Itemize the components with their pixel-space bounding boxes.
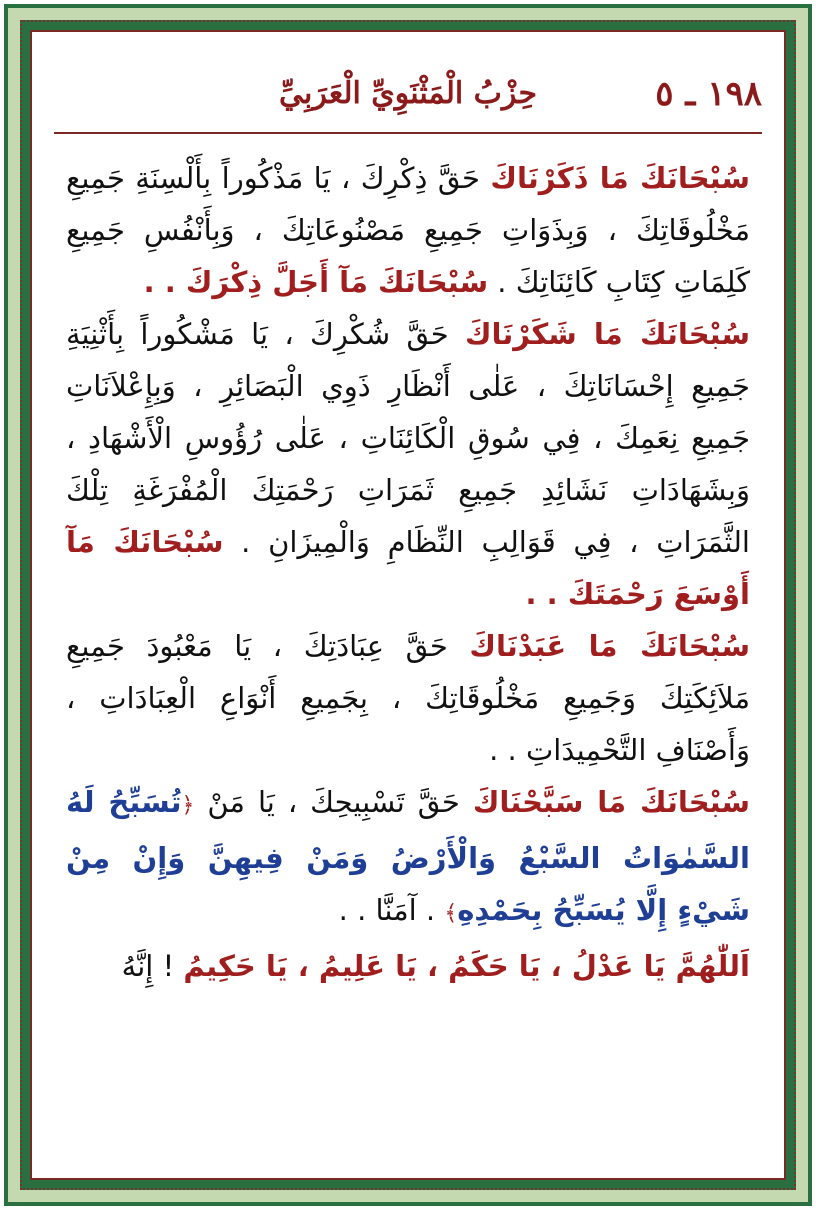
- paragraph-lead: سُبْحَانَكَ مَا سَبَّحْنَاكَ: [472, 785, 751, 819]
- paragraph-tail: سُبْحَانَكَ مَآ أَجَلَّ ذِكْرَكَ . .: [143, 265, 489, 299]
- paragraph-text: حَقَّ تَسْبِيحِكَ ، يَا مَنْ: [194, 785, 473, 819]
- paragraph-1: [66, 152, 750, 308]
- page: [30, 30, 786, 1180]
- paragraph-text: حَقَّ ذِكْرِكَ ، يَا مَذْكُوراً بِأَلْسِنَةِ جَمِيعِ مَخْلُوقَاتِكَ ، وَبِذَوَاتِ جَمِيعِ مَصْنُوعَاتِكَ ، وَبِأَنْفُسِ جَمِيعِ كَلِمَاتِ كِتَابِ كَائِنَاتِكَ .: [66, 161, 750, 299]
- paragraph-text: حَقَّ شُكْرِكَ ، يَا مَشْكُوراً بِأَثْنِيَةِ جَمِيعِ إِحْسَانَاتِكَ ، عَلٰى أَنْظَارِ ذَوِي الْبَصَائِرِ ، وَبِإِعْلاَنَاتِ جَمِيعِ نِعَمِكَ ، فِي سُوقِ الْكَائِنَاتِ ، عَلٰى رُؤُوسِ الْأَشْهَادِ ، وَبِشَهَادَاتِ نَشَائِدِ جَمِيعِ ثَمَرَاتِ رَحْمَتِكَ الْمُفْرَغَةِ تِلْكَ الثَّمَرَاتِ ، فِي قَوَالِبِ النِّظَامِ وَالْمِيزَانِ .: [66, 317, 750, 559]
- paragraph-tail: سُبْحَانَكَ مَآ أَوْسَعَ رَحْمَتَكَ . .: [66, 525, 750, 611]
- page-number: ١٩٨ ـ ٥: [655, 74, 762, 114]
- paragraph-3: [66, 620, 750, 776]
- paragraph-lead: سُبْحَانَكَ مَا شَكَرْنَاكَ: [464, 317, 750, 351]
- paragraph-text: حَقَّ عِبَادَتِكَ ، يَا مَعْبُودَ جَمِيعِ مَلاَئِكَتِكَ وَجَمِيعِ مَخْلُوقَاتِكَ ، بِجَمِيعِ أَنْوَاعِ الْعِبَادَاتِ ، وَأَصْنَافِ التَّحْمِيدَاتِ . .: [66, 629, 750, 767]
- header-divider: [54, 132, 762, 134]
- verse-open-ornament: ﴿: [181, 793, 195, 818]
- paragraph-lead: سُبْحَانَكَ مَا ذَكَرْنَاكَ: [490, 161, 750, 195]
- page-title: حِزْبُ الْمَثْنَوِيِّ الْعَرَبِيِّ: [279, 76, 537, 111]
- verse-close-ornament: ﴾: [444, 901, 458, 926]
- page-header: [54, 74, 762, 114]
- page-body: [66, 152, 750, 992]
- paragraph-after: . آمَنَّا . .: [338, 893, 445, 927]
- paragraph-lead: اَللّٰهُمَّ يَا عَدْلُ ، يَا حَكَمُ ، يَا عَلِيمُ ، يَا حَكِيمُ: [183, 949, 750, 983]
- paragraph-4: [66, 776, 750, 940]
- quran-verse: تُسَبِّحُ لَهُ السَّمٰوَاتُ السَّبْعُ وَالْأَرْضُ وَمَنْ فِيهِنَّ وَإِنْ مِنْ شَيْءٍ إِلَّا يُسَبِّحُ بِحَمْدِهِ: [66, 785, 750, 927]
- paragraph-lead: سُبْحَانَكَ مَا عَبَدْنَاكَ: [469, 629, 750, 663]
- paragraph-2: [66, 308, 750, 620]
- paragraph-text: ! إِنَّهُ: [121, 949, 184, 983]
- paragraph-5: [66, 940, 750, 992]
